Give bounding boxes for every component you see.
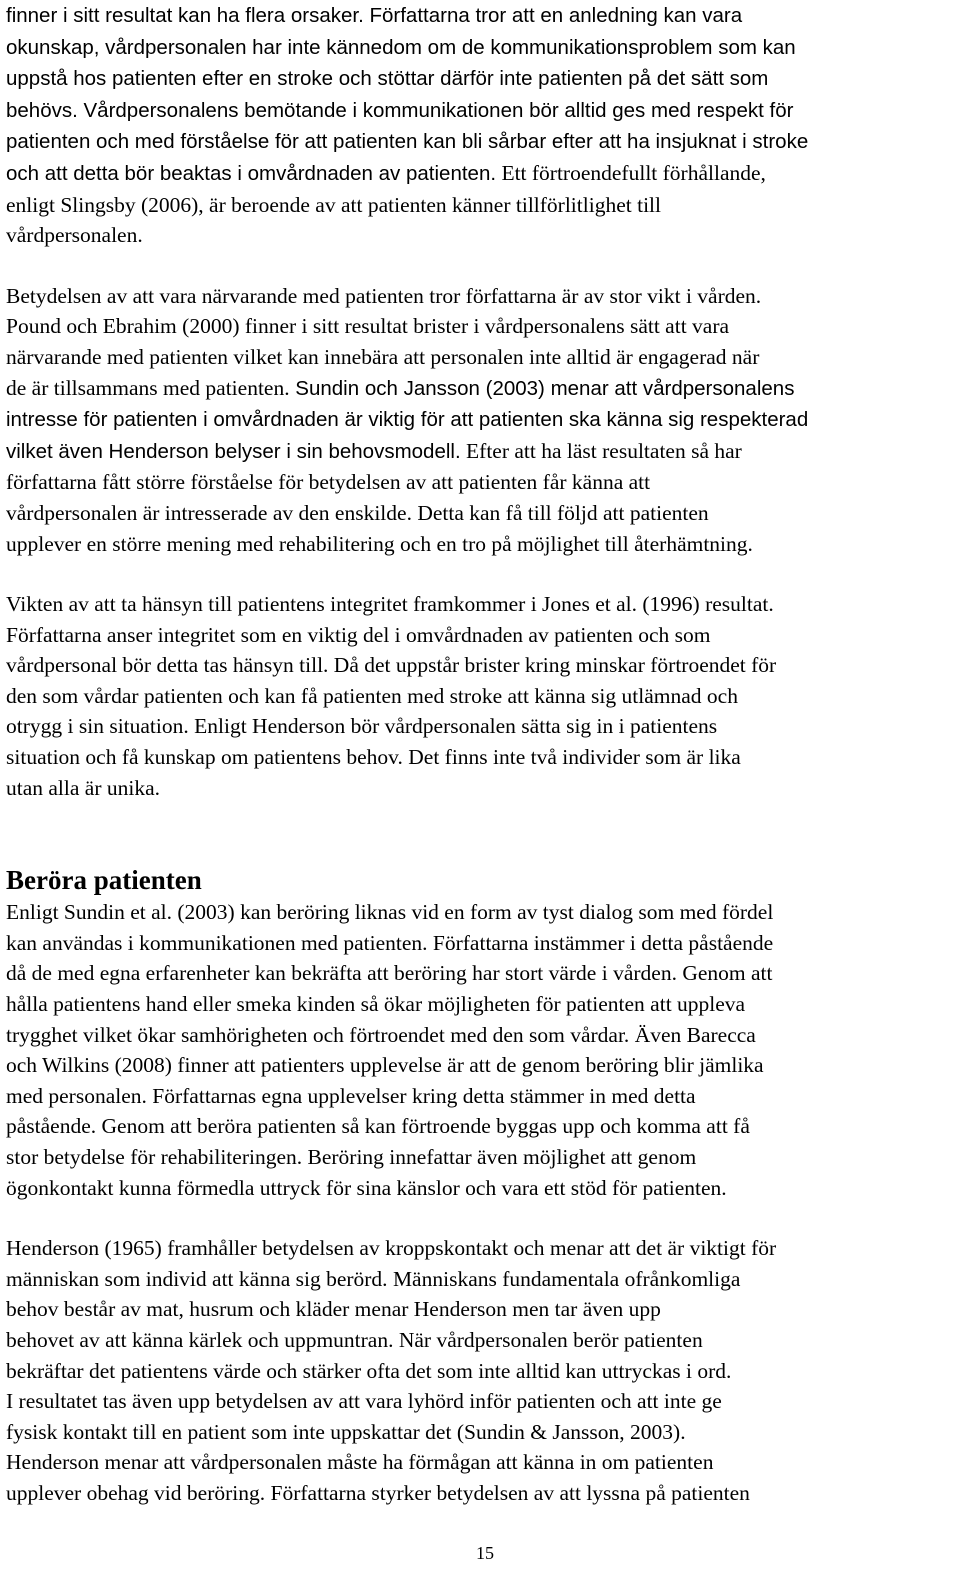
text-line: situation och få kunskap om patientens behov. Det finns inte två individer som är lika xyxy=(6,745,741,770)
text-line: bekräftar det patientens värde och stärker ofta det som inte alltid kan uttryckas i ord. xyxy=(6,1358,732,1383)
text-line: människan som individ att känna sig berörd. Människans fundamentala ofrånkomliga xyxy=(6,1266,741,1291)
text-line: Henderson (1965) framhåller betydelsen av kroppskontakt och menar att det är viktigt för xyxy=(6,1236,777,1261)
text-line: utan alla är unika. xyxy=(6,775,161,800)
text-line: upplever en större mening med rehabilitering och en tro på möjlighet till återhämtning. xyxy=(6,531,753,556)
paragraph-body-contact xyxy=(6,1233,958,1508)
text-line: påstående. Genom att beröra patienten så kan förtroende byggas upp och komma att få xyxy=(6,1114,750,1139)
text-line: behov består av mat, husrum och kläder menar Henderson men tar även upp xyxy=(6,1297,661,1322)
text-line: hålla patientens hand eller smeka kinden så ökar möjligheten för patienten att uppleva xyxy=(6,992,746,1017)
text-line: otrygg i sin situation. Enligt Henderson bör vårdpersonalen sätta sig in i patientens xyxy=(6,714,718,739)
text-line: kan användas i kommunikationen med patienten. Författarna instämmer i detta påstående xyxy=(6,930,774,955)
text-line: patienten och med förståelse för att patienten kan bli sårbar efter att ha insjuknat i stroke xyxy=(6,130,809,154)
text-line: Vikten av att ta hänsyn till patientens integritet framkommer i Jones et al. (1996) resultat. xyxy=(6,592,774,617)
text-line: författarna fått större förståelse för betydelsen av att patienten får känna att xyxy=(6,470,651,495)
text-line: behövs. Vårdpersonalens bemötande i kommunikationen bör alltid ges med respekt för xyxy=(6,98,794,122)
section-spacer xyxy=(6,803,958,863)
text-line: vårdpersonalen. xyxy=(6,223,143,248)
text-line: den som vårdar patienten och kan få patienten med stroke att känna sig utlämnad och xyxy=(6,683,738,708)
text-line: fysisk kontakt till en patient som inte uppskattar det (Sundin & Jansson, 2003). xyxy=(6,1419,686,1444)
text-line: Författarna anser integritet som en viktig del i omvårdnaden av patienten och som xyxy=(6,622,711,647)
text-line: okunskap, vårdpersonalen har inte kännedom om de kommunikationsproblem som kan xyxy=(6,35,796,59)
text-line: Pound och Ebrahim (2000) finner i sitt resultat brister i vårdpersonalens sätt att vara xyxy=(6,314,730,339)
document-page xyxy=(6,0,958,1509)
text-line: intresse för patienten i omvårdnaden är viktig för att patienten ska känna sig respekterad xyxy=(6,408,809,432)
paragraph-intro-communication xyxy=(6,0,958,251)
text-line: de är tillsammans med patienten. Sundin och Jansson (2003) menar att vårdpersonalens xyxy=(6,375,795,400)
text-line: ögonkontakt kunna förmedla uttryck för sina känslor och vara ett stöd för patienten. xyxy=(6,1175,727,1200)
text-line: stor betydelse för rehabiliteringen. Beröring innefattar även möjlighet att genom xyxy=(6,1145,697,1169)
paragraph-presence xyxy=(6,281,958,559)
text-line: Enligt Sundin et al. (2003) kan beröring liknas vid en form av tyst dialog som med fördel xyxy=(6,900,774,925)
text-line: närvarande med patienten vilket kan innebära att personalen inte alltid är engagerad när xyxy=(6,344,760,369)
text-line: uppstå hos patienten efter en stroke och stöttar därför inte patienten på det sätt som xyxy=(6,67,769,91)
page-number: 15 xyxy=(476,1544,494,1563)
paragraph-spacer xyxy=(6,559,958,589)
text-line: I resultatet tas även upp betydelsen av att vara lyhörd inför patienten och att inte ge xyxy=(6,1389,722,1414)
text-line: och att detta bör beaktas i omvårdnaden av patienten. Ett förtroendefullt förhållande, xyxy=(6,160,766,185)
paragraph-spacer xyxy=(6,251,958,281)
paragraph-touch xyxy=(6,897,958,1203)
text-line: vårdpersonalen är intresserade av den enskilde. Detta kan få till följd att patienten xyxy=(6,500,709,525)
text-line: Betydelsen av att vara närvarande med patienten tror författarna är av stor vikt i vården. xyxy=(6,283,762,308)
text-line: då de med egna erfarenheter kan bekräfta att beröring har stort värde i vården. Genom att xyxy=(6,961,773,986)
text-line: med personalen. Författarnas egna upplevelser kring detta stämmer in med detta xyxy=(6,1083,696,1108)
paragraph-spacer xyxy=(6,1203,958,1233)
text-line: upplever obehag vid beröring. Författarna styrker betydelsen av att lyssna på patienten xyxy=(6,1480,750,1505)
paragraph-integrity xyxy=(6,589,958,803)
text-line: finner i sitt resultat kan ha flera orsaker. Författarna tror att en anledning kan vara xyxy=(6,4,743,27)
text-line: behovet av att känna kärlek och uppmuntran. När vårdpersonalen berör patienten xyxy=(6,1327,703,1352)
text-line: vårdpersonal bör detta tas hänsyn till. Då det uppstår brister kring minskar förtroendet för xyxy=(6,653,777,678)
text-line: och Wilkins (2008) finner att patienters upplevelse är att de genom beröring blir jämlika xyxy=(6,1053,764,1078)
text-line: Henderson menar att vårdpersonalen måste ha förmågan att känna in om patienten xyxy=(6,1450,714,1475)
section-heading: Beröra patienten xyxy=(6,865,202,896)
text-line: vilket även Henderson belyser i sin behovsmodell. Efter att ha läst resultaten så har xyxy=(6,438,742,463)
text-line: trygghet vilket ökar samhörigheten och förtroendet med den som vårdar. Även Barecca xyxy=(6,1022,756,1047)
text-line: enligt Slingsby (2006), är beroende av att patienten känner tillförlitlighet till xyxy=(6,192,661,217)
